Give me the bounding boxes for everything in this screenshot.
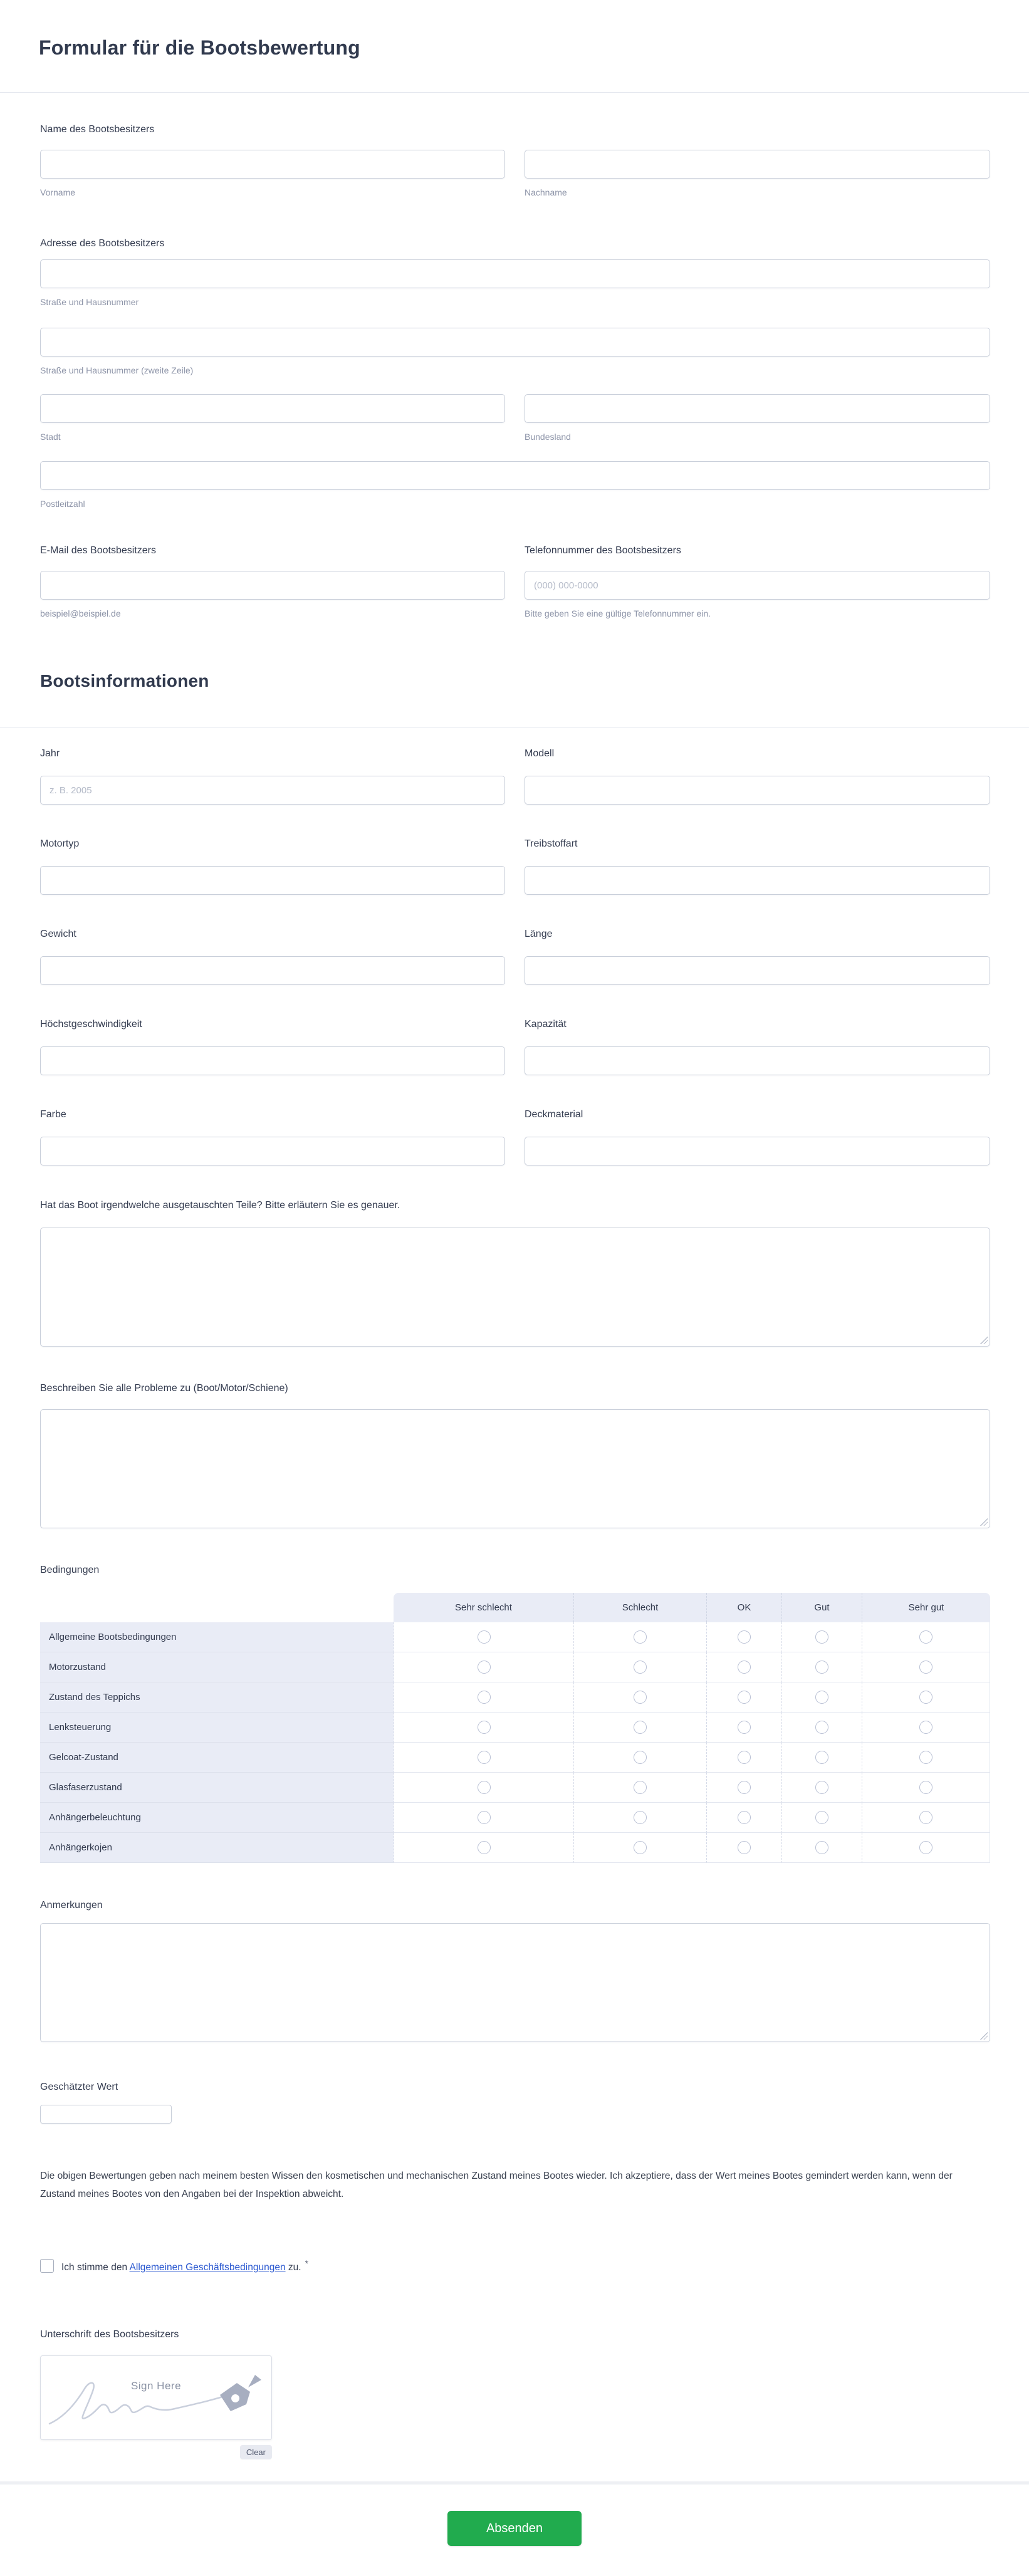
weight-field-group — [40, 928, 505, 985]
signature-clear-button[interactable]: Clear — [240, 2445, 272, 2459]
form-footer — [0, 2485, 1029, 2576]
street2-sublabel: Straße und Hausnummer (zweite Zeile) — [40, 365, 194, 375]
signature-pad[interactable] — [40, 2355, 272, 2440]
radio-button[interactable] — [634, 1811, 647, 1824]
state-field-group — [525, 394, 990, 442]
problems-textarea[interactable] — [40, 1409, 990, 1528]
radio-cell — [706, 1803, 781, 1833]
radio-cell — [394, 1682, 573, 1713]
fuel-type-field-group — [525, 838, 990, 895]
boat-section-heading: Bootsinformationen — [40, 671, 209, 691]
conditions-header-empty — [40, 1593, 394, 1622]
radio-button[interactable] — [738, 1661, 751, 1674]
capacity-input[interactable] — [525, 1046, 990, 1075]
conditions-label: Bedingungen — [40, 1565, 100, 1575]
condition-row-label: Lenksteuerung — [40, 1713, 394, 1743]
model-label: Modell — [525, 748, 555, 759]
radio-button[interactable] — [738, 1841, 751, 1854]
radio-button[interactable] — [738, 1691, 751, 1704]
city-sublabel: Stadt — [40, 432, 61, 442]
street-sublabel: Straße und Hausnummer — [40, 297, 139, 307]
submit-button[interactable]: Absenden — [447, 2511, 582, 2546]
radio-cell — [706, 1743, 781, 1773]
radio-button[interactable] — [738, 1721, 751, 1734]
radio-button[interactable] — [634, 1751, 647, 1764]
radio-cell — [781, 1652, 862, 1682]
radio-button[interactable] — [478, 1781, 491, 1794]
engine-type-input[interactable] — [40, 866, 505, 895]
radio-cell — [781, 1833, 862, 1863]
pen-tail-icon — [248, 2375, 261, 2387]
first-name-field-group — [40, 150, 505, 198]
radio-cell — [862, 1652, 990, 1682]
radio-cell — [394, 1713, 573, 1743]
email-sublabel: beispiel@beispiel.de — [40, 608, 121, 618]
radio-cell — [573, 1682, 706, 1713]
radio-button[interactable] — [815, 1630, 828, 1644]
form-header — [0, 0, 1029, 61]
radio-cell — [394, 1622, 573, 1652]
radio-cell — [573, 1773, 706, 1803]
problems-label: Beschreiben Sie alle Probleme zu (Boot/Motor/Schiene) — [40, 1383, 288, 1394]
email-input[interactable] — [40, 571, 505, 600]
radio-button[interactable] — [919, 1811, 932, 1824]
radio-cell — [706, 1682, 781, 1713]
radio-cell — [706, 1622, 781, 1652]
email-field-group — [40, 545, 505, 619]
condition-row-label: Anhängerkojen — [40, 1833, 394, 1863]
color-field-group — [40, 1108, 505, 1165]
radio-button[interactable] — [738, 1751, 751, 1764]
radio-cell — [781, 1713, 862, 1743]
conditions-header-very-poor: Sehr schlecht — [394, 1593, 573, 1622]
radio-button[interactable] — [815, 1721, 828, 1734]
condition-row-label: Motorzustand — [40, 1652, 394, 1682]
radio-button[interactable] — [634, 1781, 647, 1794]
radio-cell — [573, 1833, 706, 1863]
radio-button[interactable] — [634, 1721, 647, 1734]
fuel-type-label: Treibstoffart — [525, 838, 578, 849]
radio-cell — [394, 1652, 573, 1682]
zip-input[interactable] — [40, 461, 990, 490]
radio-button[interactable] — [634, 1630, 647, 1644]
radio-cell — [862, 1622, 990, 1652]
conditions-header-poor: Schlecht — [573, 1593, 706, 1622]
first-name-sublabel: Vorname — [40, 187, 76, 197]
capacity-label: Kapazität — [525, 1019, 567, 1030]
email-label: E-Mail des Bootsbesitzers — [40, 545, 156, 556]
city-input[interactable] — [40, 394, 505, 423]
terms-link[interactable]: Allgemeinen Geschäftsbedingungen — [129, 2262, 286, 2273]
radio-cell — [573, 1652, 706, 1682]
conditions-header-good: Gut — [781, 1593, 862, 1622]
radio-cell — [781, 1743, 862, 1773]
radio-button[interactable] — [738, 1811, 751, 1824]
estimated-value-input[interactable] — [40, 2105, 172, 2124]
weight-label: Gewicht — [40, 929, 76, 939]
radio-cell — [706, 1833, 781, 1863]
color-label: Farbe — [40, 1109, 66, 1120]
radio-button[interactable] — [815, 1751, 828, 1764]
phone-sublabel: Bitte geben Sie eine gültige Telefonnummer ein. — [525, 608, 711, 618]
radio-button[interactable] — [919, 1781, 932, 1794]
model-field-group — [525, 748, 990, 805]
owner-name-label: Name des Bootsbesitzers — [40, 124, 155, 135]
radio-cell — [573, 1803, 706, 1833]
length-label: Länge — [525, 929, 553, 939]
radio-button[interactable] — [919, 1630, 932, 1644]
radio-button[interactable] — [919, 1721, 932, 1734]
year-input[interactable] — [40, 776, 505, 805]
condition-row-label: Gelcoat-Zustand — [40, 1743, 394, 1773]
phone-label: Telefonnummer des Bootsbesitzers — [525, 545, 681, 556]
street2-input[interactable] — [40, 328, 990, 357]
radio-cell — [781, 1622, 862, 1652]
street-input[interactable] — [40, 259, 990, 288]
radio-button[interactable] — [634, 1661, 647, 1674]
radio-cell — [394, 1773, 573, 1803]
radio-button[interactable] — [815, 1811, 828, 1824]
radio-cell — [394, 1803, 573, 1833]
engine-type-field-group — [40, 838, 505, 895]
radio-cell — [706, 1652, 781, 1682]
year-label: Jahr — [40, 748, 60, 759]
radio-button[interactable] — [919, 1751, 932, 1764]
last-name-input[interactable] — [525, 150, 990, 179]
state-sublabel: Bundesland — [525, 432, 571, 442]
radio-button[interactable] — [478, 1630, 491, 1644]
radio-button[interactable] — [919, 1841, 932, 1854]
radio-button[interactable] — [634, 1841, 647, 1854]
last-name-sublabel: Nachname — [525, 187, 567, 197]
radio-button[interactable] — [815, 1841, 828, 1854]
year-field-group — [40, 748, 505, 805]
top-speed-input[interactable] — [40, 1046, 505, 1075]
first-name-input[interactable] — [40, 150, 505, 179]
owner-address-label: Adresse des Bootsbesitzers — [40, 238, 165, 249]
conditions-table — [40, 1593, 990, 1863]
deck-material-input[interactable] — [525, 1137, 990, 1165]
state-input[interactable] — [525, 394, 990, 423]
condition-row-label: Anhängerbeleuchtung — [40, 1803, 394, 1833]
notes-label: Anmerkungen — [40, 1900, 103, 1911]
radio-button[interactable] — [919, 1691, 932, 1704]
radio-cell — [573, 1622, 706, 1652]
disclaimer-text: Die obigen Bewertungen geben nach meinem besten Wissen den kosmetischen und mechanischen Zustand meines Bootes wieder. Ich akzeptiere, dass der Wert meines Bootes gemindert werden kann, wenn der Zustand meines Bootes von den Angaben bei der Inspektion abweicht. — [40, 2171, 953, 2199]
top-speed-label: Höchstgeschwindigkeit — [40, 1019, 142, 1030]
capacity-field-group — [525, 1018, 990, 1075]
header-divider — [0, 92, 1029, 93]
radio-cell — [862, 1743, 990, 1773]
radio-cell — [862, 1713, 990, 1743]
length-field-group — [525, 928, 990, 985]
radio-cell — [862, 1682, 990, 1713]
engine-type-label: Motortyp — [40, 838, 80, 849]
weight-input[interactable] — [40, 956, 505, 985]
radio-cell — [573, 1713, 706, 1743]
radio-button[interactable] — [478, 1841, 491, 1854]
deck-material-field-group — [525, 1108, 990, 1165]
conditions-header-very-good: Sehr gut — [862, 1593, 990, 1622]
fuel-type-input[interactable] — [525, 866, 990, 895]
conditions-header-ok: OK — [706, 1593, 781, 1622]
radio-cell — [862, 1833, 990, 1863]
signature-squiggle — [50, 2383, 229, 2424]
radio-cell — [781, 1803, 862, 1833]
estimated-value-label: Geschätzter Wert — [40, 2082, 118, 2092]
last-name-field-group — [525, 150, 990, 198]
radio-button[interactable] — [634, 1691, 647, 1704]
page-title: Formular für die Bootsbewertung — [39, 36, 360, 59]
radio-button[interactable] — [478, 1751, 491, 1764]
radio-cell — [781, 1773, 862, 1803]
length-input[interactable] — [525, 956, 990, 985]
radio-button[interactable] — [919, 1661, 932, 1674]
radio-cell — [394, 1833, 573, 1863]
signature-placeholder-art — [41, 2356, 273, 2441]
sign-here-text: Sign Here — [130, 2380, 182, 2392]
radio-cell — [573, 1743, 706, 1773]
radio-cell — [781, 1682, 862, 1713]
replaced-parts-label: Hat das Boot irgendwelche ausgetauschten Teile? Bitte erläutern Sie es genauer. — [40, 1200, 400, 1211]
radio-button[interactable] — [738, 1781, 751, 1794]
city-field-group — [40, 394, 505, 442]
terms-row — [40, 2258, 990, 2273]
terms-checkbox[interactable] — [40, 2259, 54, 2273]
zip-sublabel: Postleitzahl — [40, 499, 85, 509]
radio-button[interactable] — [478, 1811, 491, 1824]
model-input[interactable] — [525, 776, 990, 805]
condition-row-label: Glasfaserzustand — [40, 1773, 394, 1803]
condition-row-label: Zustand des Teppichs — [40, 1682, 394, 1713]
pen-nib-icon — [220, 2383, 250, 2411]
signature-label: Unterschrift des Bootsbesitzers — [40, 2329, 179, 2340]
terms-text: Ich stimme den Allgemeinen Geschäftsbedingungen zu. * — [61, 2258, 309, 2273]
notes-textarea[interactable] — [40, 1923, 990, 2042]
radio-button[interactable] — [815, 1661, 828, 1674]
radio-button[interactable] — [478, 1721, 491, 1734]
required-asterisk: * — [305, 2258, 309, 2268]
phone-input[interactable] — [525, 571, 990, 600]
phone-field-group — [525, 545, 990, 619]
radio-cell — [706, 1713, 781, 1743]
radio-button[interactable] — [738, 1630, 751, 1644]
deck-material-label: Deckmaterial — [525, 1109, 583, 1120]
radio-cell — [862, 1773, 990, 1803]
condition-row-label: Allgemeine Bootsbedingungen — [40, 1622, 394, 1652]
radio-button[interactable] — [478, 1691, 491, 1704]
radio-cell — [394, 1743, 573, 1773]
radio-button[interactable] — [815, 1781, 828, 1794]
top-speed-field-group — [40, 1018, 505, 1075]
radio-button[interactable] — [478, 1661, 491, 1674]
radio-button[interactable] — [815, 1691, 828, 1704]
radio-cell — [862, 1803, 990, 1833]
color-input[interactable] — [40, 1137, 505, 1165]
replaced-parts-textarea[interactable] — [40, 1228, 990, 1347]
radio-cell — [706, 1773, 781, 1803]
